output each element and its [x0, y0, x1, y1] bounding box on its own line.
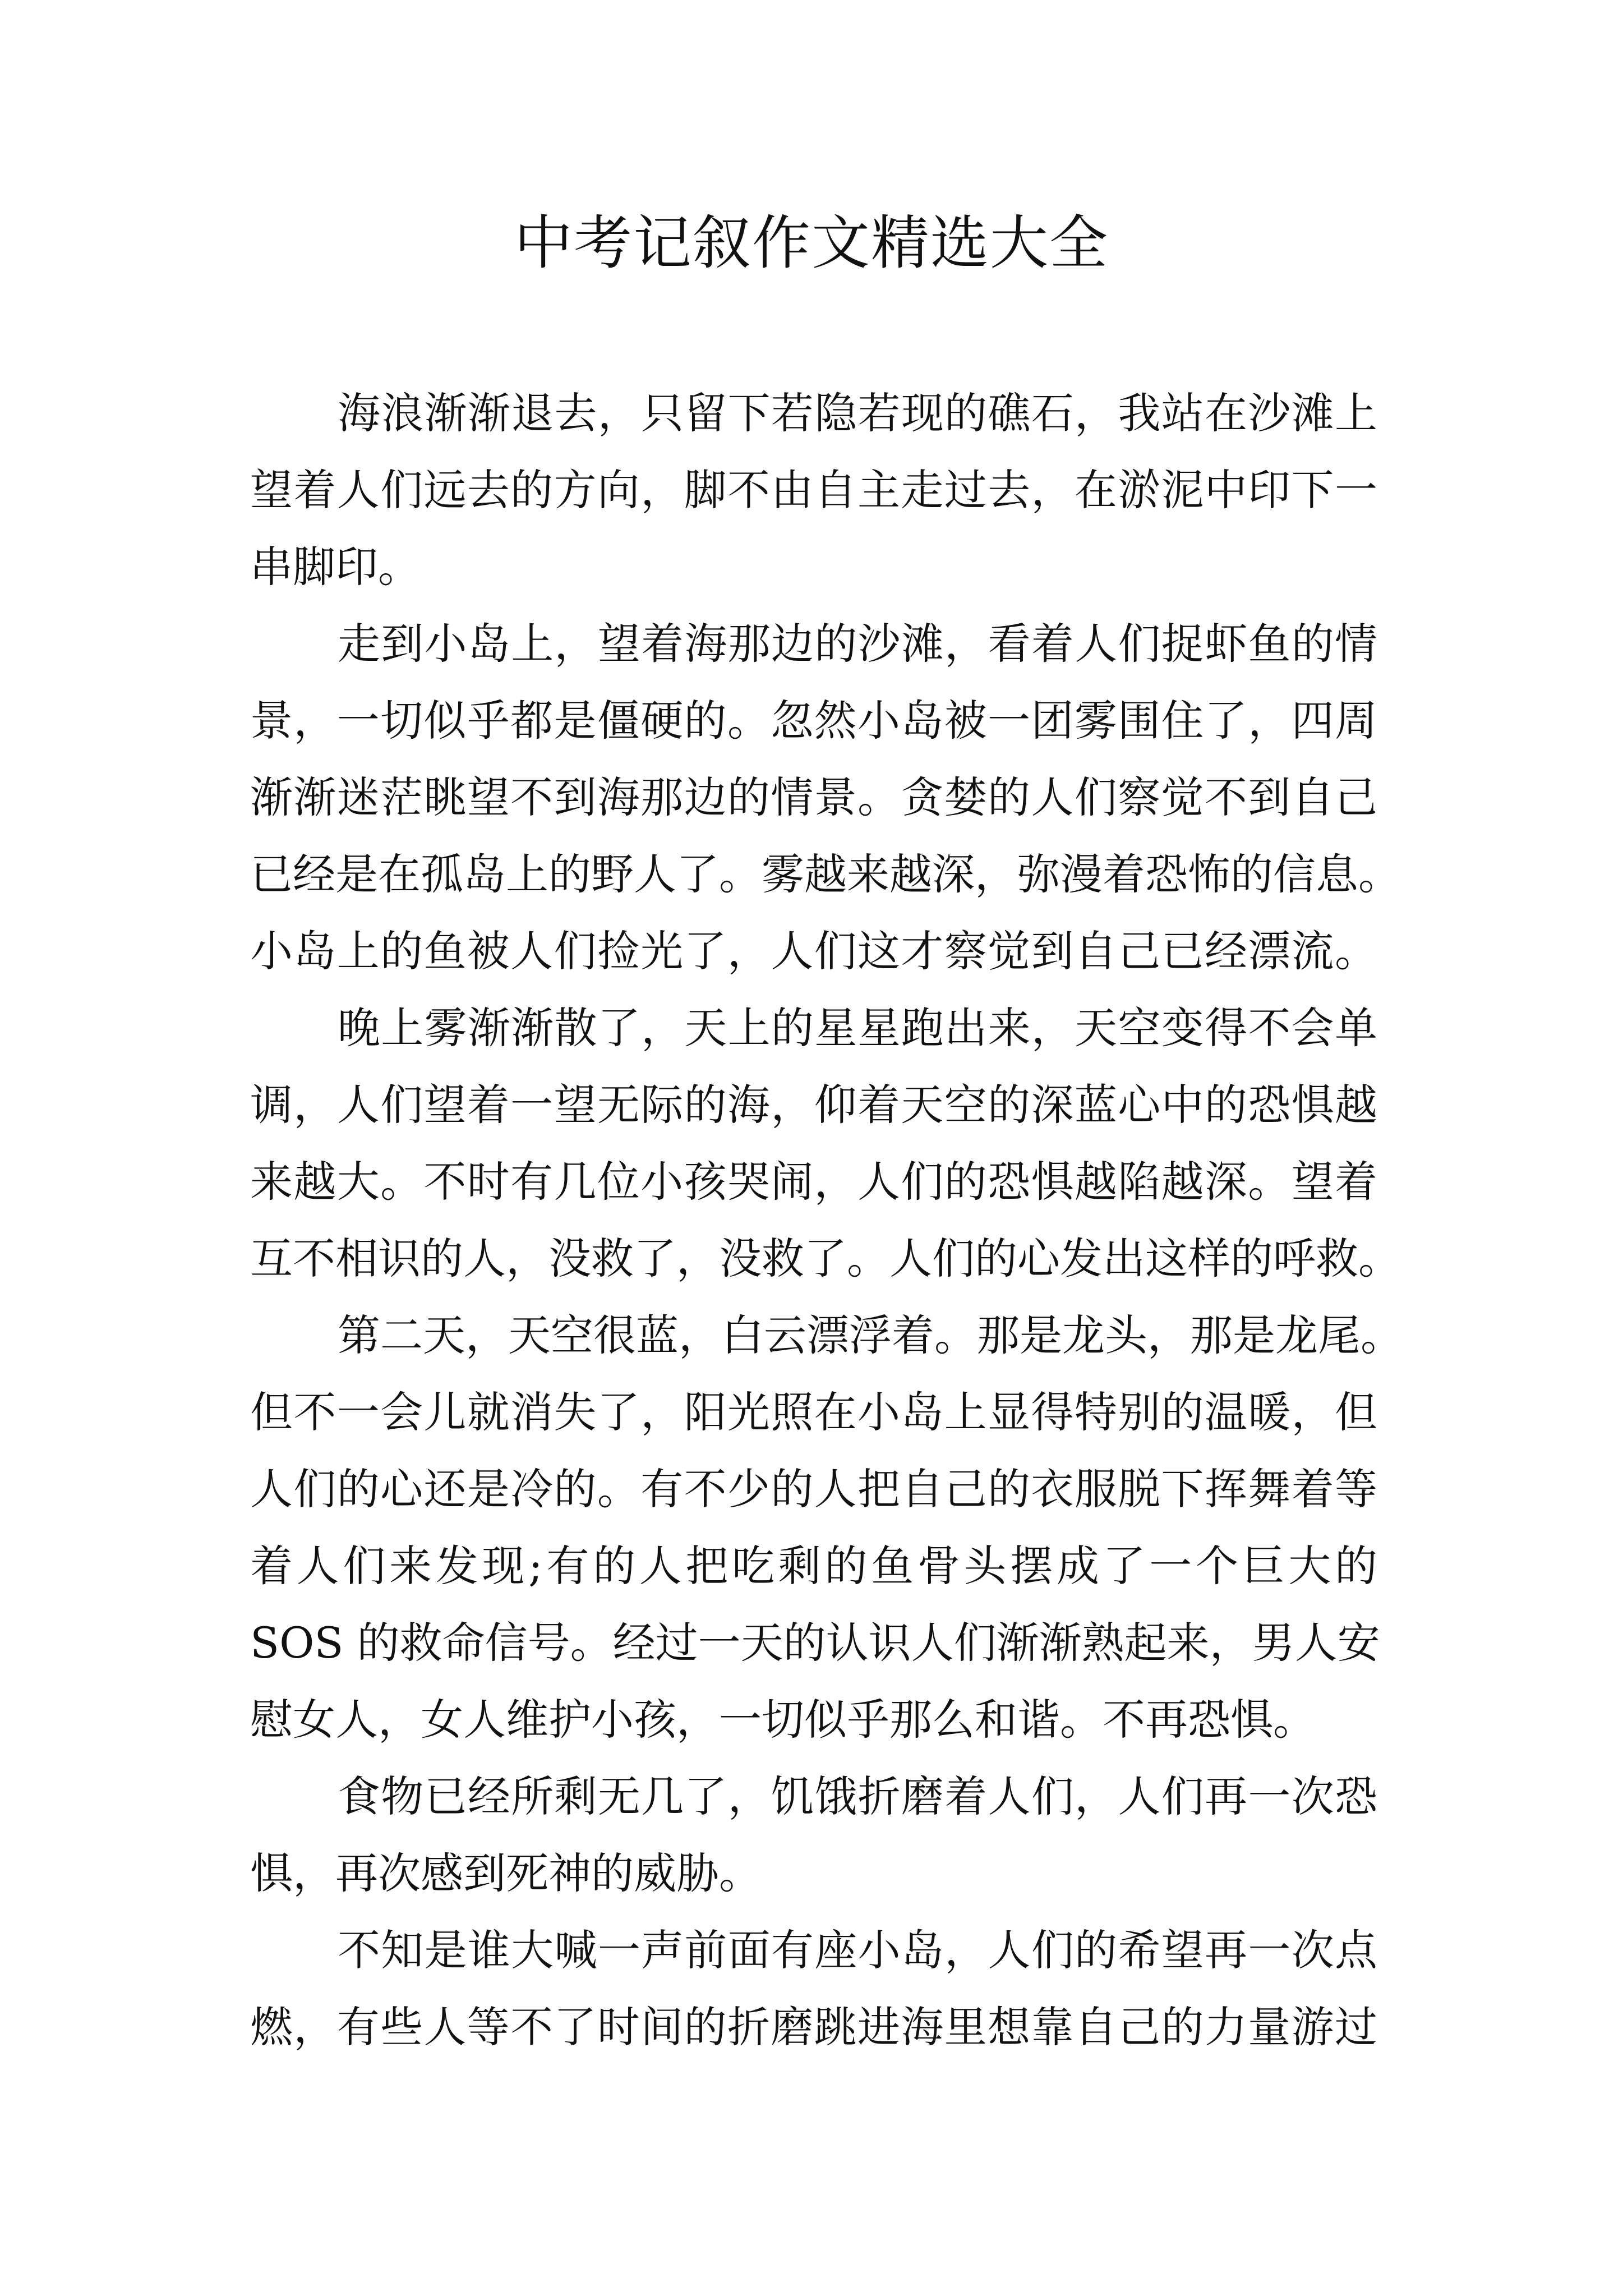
text-line: 燃，有些人等不了时间的折磨跳进海里想靠自己的力量游过 — [250, 2002, 1377, 2052]
text-line: 慰女人，女人维护小孩，一切似乎那么和谐。不再恐惧。 — [250, 1695, 1316, 1745]
text-line: 调，人们望着一望无际的海，仰着天空的深蓝心中的恐惧越 — [250, 1080, 1377, 1130]
text-line: 人们的心还是冷的。有不少的人把自己的衣服脱下挥舞着等 — [250, 1464, 1377, 1514]
text-line: 着人们来发现;有的人把吃剩的鱼骨头摆成了一个巨大的 — [250, 1541, 1377, 1591]
text-line: 走到小岛上，望着海那边的沙滩，看着人们捉虾鱼的情 — [338, 619, 1377, 669]
document-title: 中考记叙作文精选大全 — [514, 209, 1109, 277]
text-line: 但不一会儿就消失了，阳光照在小岛上显得特别的温暖，但 — [250, 1387, 1377, 1437]
text-line: 已经是在孤岛上的野人了。雾越来越深，弥漫着恐怖的信息。 — [250, 849, 1401, 899]
text-line: 互不相识的人，没救了，没救了。人们的心发出这样的呼救。 — [250, 1234, 1401, 1283]
text-line: 晚上雾渐渐散了，天上的星星跑出来，天空变得不会单 — [338, 1003, 1377, 1053]
text-line: 食物已经所剩无几了，饥饿折磨着人们，人们再一次恐 — [338, 1772, 1377, 1821]
document-body — [250, 375, 1403, 2065]
text-line: 不知是谁大喊一声前面有座小岛，人们的希望再一次点 — [338, 1925, 1377, 1975]
text-line: 望着人们远去的方向，脚不由自主走过去，在淤泥中印下一 — [250, 465, 1377, 515]
text-line: 串脚印。 — [250, 542, 421, 592]
text-line: 来越大。不时有几位小孩哭闹，人们的恐惧越陷越深。望着 — [250, 1157, 1377, 1207]
text-line: 小岛上的鱼被人们捡光了，人们这才察觉到自己已经漂流。 — [250, 926, 1377, 976]
text-line: 海浪渐渐退去，只留下若隐若现的礁石，我站在沙滩上 — [338, 388, 1377, 438]
text-line: 渐渐迷茫眺望不到海那边的情景。贪婪的人们察觉不到自己 — [250, 772, 1377, 822]
text-line: 惧，再次感到死神的威胁。 — [250, 1848, 762, 1898]
text-line: SOS 的救命信号。经过一天的认识人们渐渐熟起来，男人安 — [250, 1618, 1380, 1668]
text-line: 景，一切似乎都是僵硬的。忽然小岛被一团雾围住了，四周 — [250, 696, 1377, 746]
text-line: 第二天，天空很蓝，白云漂浮着。那是龙头，那是龙尾。 — [338, 1310, 1403, 1360]
